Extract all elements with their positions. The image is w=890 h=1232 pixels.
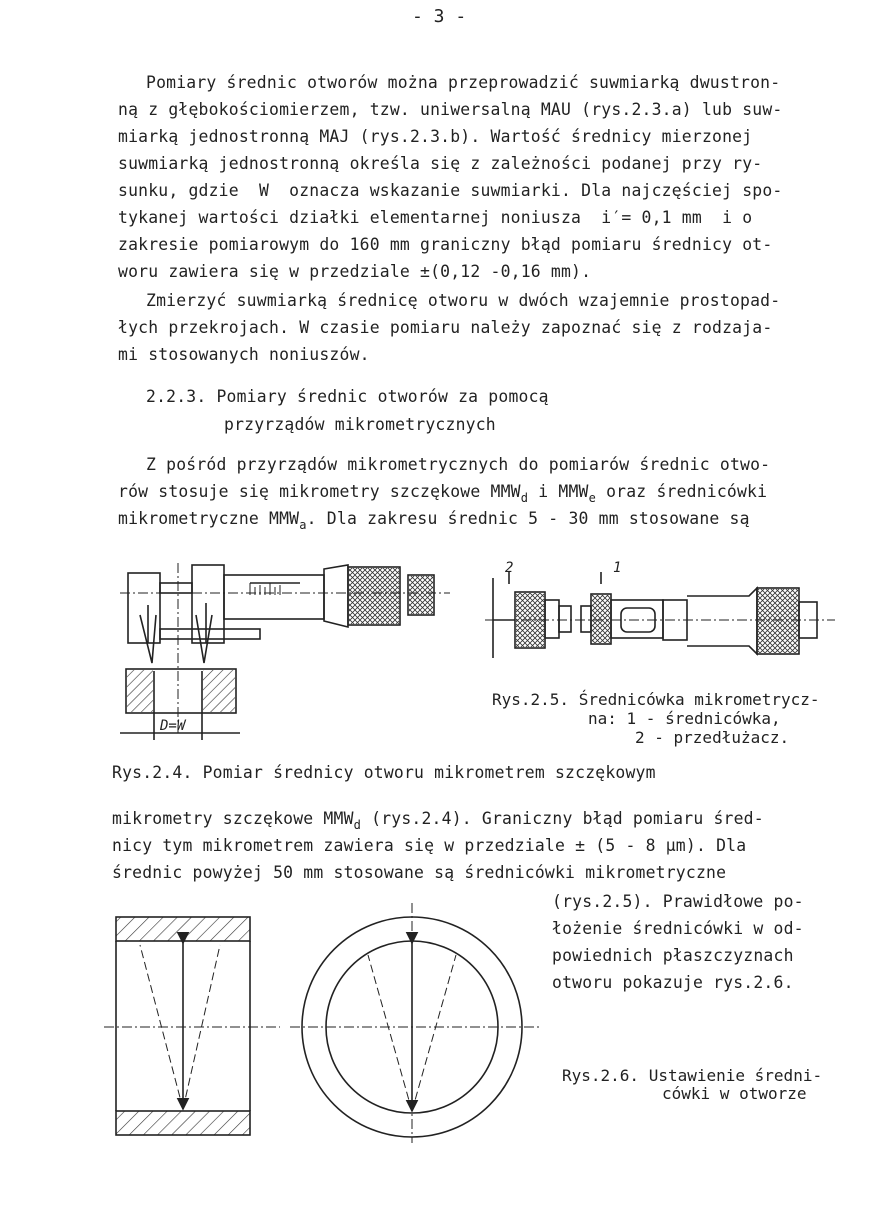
figure-2-6-caption-2: cówki w otworze bbox=[662, 1084, 807, 1103]
paragraph-1-line-6: tykanej wartości działki elementarnej noniusza i′= 0,1 mm i o bbox=[118, 208, 753, 227]
figure-2-4-jaw-micrometer bbox=[100, 545, 460, 745]
paragraph-2-line-2: łych przekrojach. W czasie pomiaru należy zapoznać się z rodzaja- bbox=[118, 318, 773, 337]
paragraph-1-line-3: miarką jednostronną MAJ (rys.2.3.b). Wartość średnicy mierzonej bbox=[118, 127, 753, 146]
paragraph-4-line-1: mikrometry szczękowe $MMW_d$ (rys.2.4). Graniczny błąd pomiaru śred- bbox=[112, 809, 764, 832]
section-heading-line-1: 2.2.3. Pomiary średnic otworów za pomocą bbox=[146, 387, 549, 406]
figure-2-6-caption-1: Rys.2.6. Ustawienie średni- bbox=[562, 1066, 823, 1085]
paragraph-2-line-3: mi stosowanych noniuszów. bbox=[118, 345, 370, 364]
paragraph-5-line-1: (rys.2.5). Prawidłowe po- bbox=[552, 892, 804, 911]
paragraph-5-line-3: powiednich płaszczyznach bbox=[552, 946, 794, 965]
figure-2-4-dimension-label: D=W bbox=[160, 718, 186, 734]
figure-2-5-caption-1: Rys.2.5. Średnicówka mikrometrycz- bbox=[492, 690, 820, 709]
paragraph-1-line-5: sunku, gdzie W oznacza wskazanie suwmiarki. Dla najczęściej spo- bbox=[118, 181, 783, 200]
paragraph-5-line-4: otworu pokazuje rys.2.6. bbox=[552, 973, 794, 992]
paragraph-5-line-2: łożenie średnicówki w od- bbox=[552, 919, 804, 938]
figure-2-5-label-2: 2 bbox=[505, 560, 514, 576]
paragraph-1-line-4: suwmiarką jednostronną określa się z zależności podanej przy ry- bbox=[118, 154, 763, 173]
figure-2-5-label-1: 1 bbox=[613, 560, 622, 576]
paragraph-4-line-3: średnic powyżej 50 mm stosowane są średnicówki mikrometryczne bbox=[112, 863, 727, 882]
section-heading-line-2: przyrządów mikrometrycznych bbox=[224, 415, 496, 434]
figure-2-5-caption-3: 2 - przedłużacz. bbox=[635, 728, 790, 747]
paragraph-2-line-1: Zmierzyć suwmiarką średnicę otworu w dwóch wzajemnie prostopad- bbox=[146, 291, 781, 310]
paragraph-1-line-2: ną z głębokościomierzem, tzw. uniwersalną MAU (rys.2.3.a) lub suw- bbox=[118, 100, 783, 119]
paragraph-3-line-2: rów stosuje się mikrometry szczękowe $MMW_d$ i $MMW_e$ oraz średnicówki bbox=[118, 482, 768, 505]
page-number: - 3 - bbox=[412, 6, 467, 27]
figure-2-5-caption-2: na: 1 - średnicówka, bbox=[588, 709, 781, 728]
figure-2-5-inside-micrometer bbox=[485, 558, 845, 668]
paragraph-1-line-8: woru zawiera się w przedziale ±(0,12 -0,16 mm). bbox=[118, 262, 592, 281]
paragraph-4-line-2: nicy tym mikrometrem zawiera się w przedziale ± (5 - 8 μm). Dla bbox=[112, 836, 747, 855]
figure-2-6-bore-sections bbox=[100, 895, 550, 1145]
paragraph-1-line-1: Pomiary średnic otworów można przeprowadzić suwmiarką dwustron- bbox=[146, 73, 781, 92]
paragraph-3-line-1: Z pośród przyrządów mikrometrycznych do pomiarów średnic otwo- bbox=[146, 455, 771, 474]
figure-2-4-caption: Rys.2.4. Pomiar średnicy otworu mikrometrem szczękowym bbox=[112, 763, 656, 782]
paragraph-1-line-7: zakresie pomiarowym do 160 mm graniczny błąd pomiaru średnicy ot- bbox=[118, 235, 773, 254]
paragraph-3-line-3: mikrometryczne $MMW_a$. Dla zakresu średnic 5 - 30 mm stosowane są bbox=[118, 509, 750, 532]
